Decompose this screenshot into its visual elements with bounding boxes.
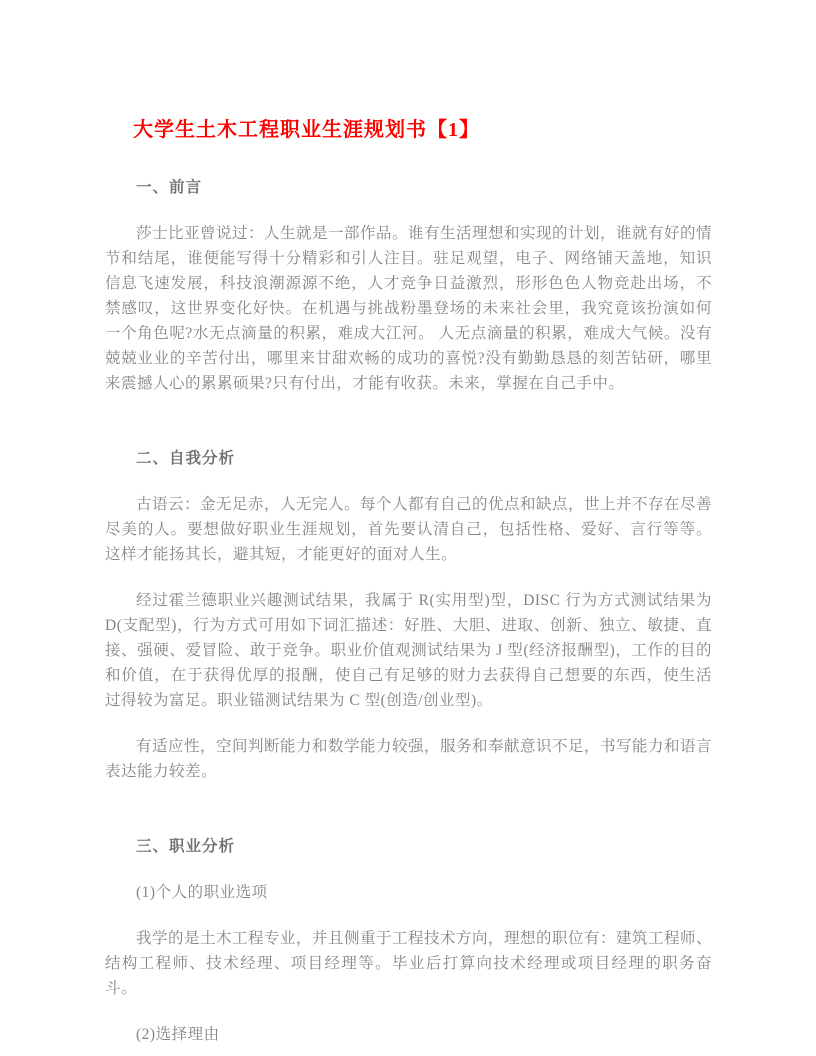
paragraph-foreword: 莎士比亚曾说过：人生就是一部作品。谁有生活理想和实现的计划，谁就有好的情节和结尾，谁便能写得十分精彩和引人注目。驻足观望，电子、网络铺天盖地，知识信息飞速发展，科技浪潮源源不绝，人才竞争日益激烈，形形色色人物竞赴出场，不禁感叹，这世界变化好快。在机遇与挑战粉墨登场的未来社会里，我究竟该扮演如何一个角色呢?水无点滴量的积累，难成大江河。 人无点滴量的积累，难成大气候。没有兢兢业业的辛苦付出，哪里来甘甜欢畅的成功的喜悦?没有勤勤恳恳的刻苦钻研，哪里来震撼人心的累累硕果?只有付出，才能有收获。未来，掌握在自己手中。	[105, 225, 713, 392]
paragraph-choice-reason-label: (2)选择理由	[136, 1026, 220, 1043]
paragraph-self-analysis-intro: 古语云：金无足赤，人无完人。每个人都有自己的优点和缺点，世上并不存在尽善尽美的人。要想做好职业生涯规划，首先要认清自己，包括性格、爱好、言行等等。这样才能扬其长，避其短，才能更好的面对人生。	[105, 496, 713, 563]
section-heading-self-analysis: 二、自我分析	[136, 450, 236, 467]
document-title: 大学生土木工程职业生涯规划书【1】	[133, 119, 480, 141]
paragraph-abilities: 有适应性，空间判断能力和数学能力较强，服务和奉献意识不足，书写能力和语言表达能力较差。	[105, 738, 713, 780]
paragraph-career-options: 我学的是土木工程专业，并且侧重于工程技术方向，理想的职位有：建筑工程师、结构工程师、技术经理、项目经理等。毕业后打算向技术经理或项目经理的职务奋斗。	[105, 930, 713, 997]
paragraph-test-results: 经过霍兰德职业兴趣测试结果，我属于 R(实用型)型，DISC 行为方式测试结果为 D(支配型)，行为方式可用如下词汇描述：好胜、大胆、进取、创新、独立、敏捷、直接、强硬、爱冒险、敢于竞争。职业价值观测试结果为 J 型(经济报酬型)，工作的目的和价值，在于获得优厚的报酬，使自己有足够的财力去获得自己想要的东西，使生活过得较为富足。职业锚测试结果为 C 型(创造/创业型)。	[105, 592, 712, 709]
section-heading-foreword: 一、前言	[136, 179, 203, 196]
section-heading-career-analysis: 三、职业分析	[136, 838, 236, 855]
paragraph-career-options-label: (1)个人的职业选项	[136, 884, 268, 901]
